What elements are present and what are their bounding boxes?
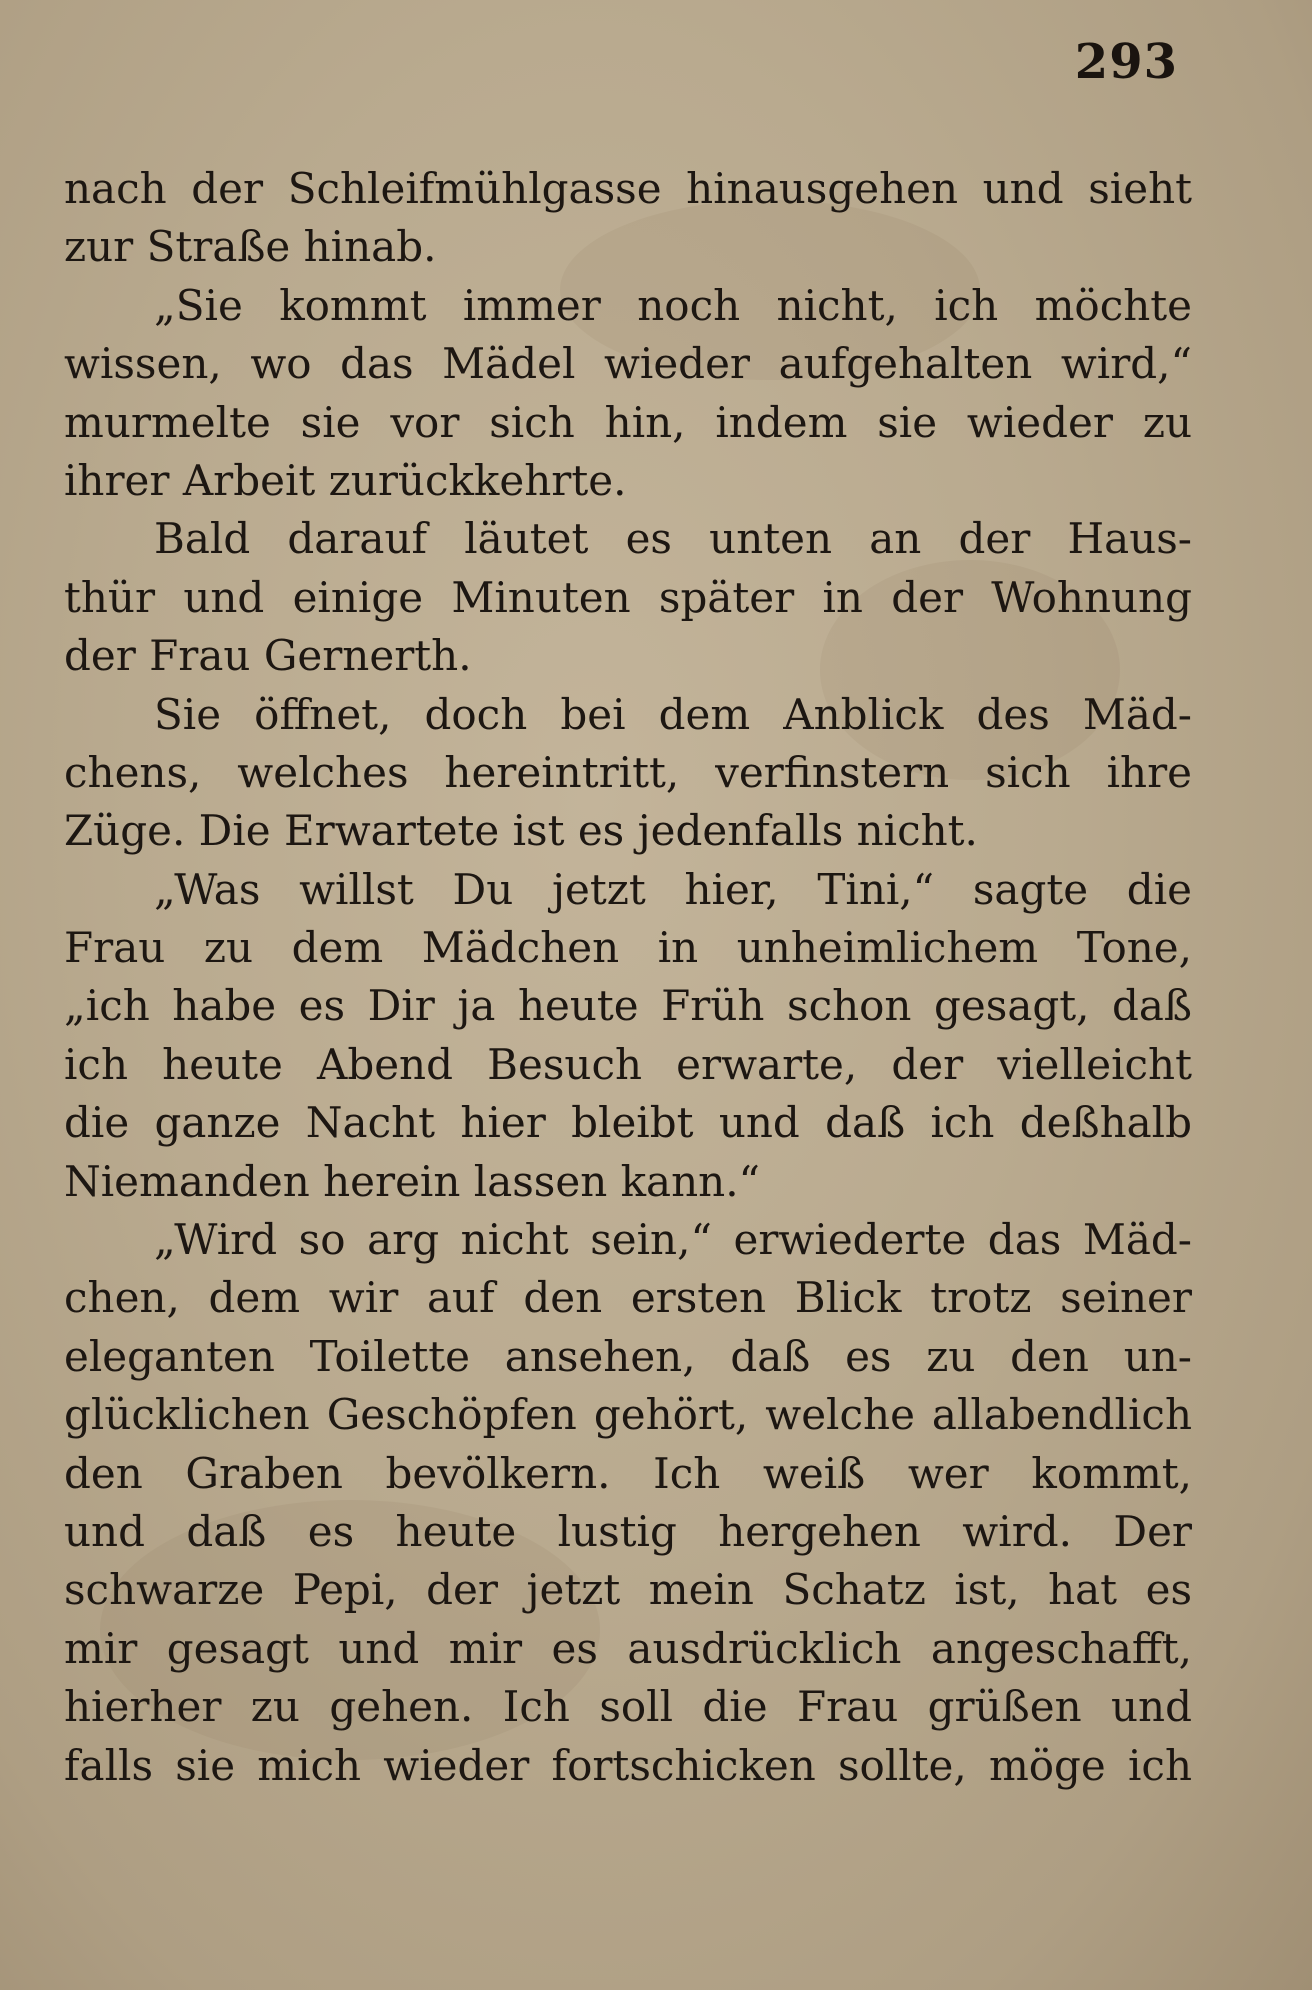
- text-line: und daß es heute lustig hergehen wird. Der: [64, 1506, 1192, 1556]
- text-line: Bald darauf läutet es unten an der Haus-: [154, 514, 1192, 564]
- text-line: eleganten Toilette ansehen, daß es zu den un-: [64, 1331, 1192, 1381]
- text-line: Niemanden herein lassen kann.“: [64, 1156, 761, 1206]
- text-line: murmelte sie vor sich hin, indem sie wieder zu: [64, 397, 1192, 447]
- text-line: nach der Schleifmühlgasse hinausgehen und sieht: [64, 164, 1192, 213]
- text-line: Sie öffnet, doch bei dem Anblick des Mäd-: [154, 689, 1192, 739]
- text-line: die ganze Nacht hier bleibt und daß ich deßhalb: [64, 1098, 1192, 1148]
- text-line: chens, welches hereintritt, verfinstern sich ihre: [64, 747, 1192, 797]
- text-line: den Graben bevölkern. Ich weiß wer kommt,: [64, 1448, 1192, 1498]
- text-line: mir gesagt und mir es ausdrücklich angeschafft,: [64, 1623, 1192, 1673]
- text-line: „Wird so arg nicht sein,“ erwiederte das Mäd-: [154, 1215, 1192, 1265]
- text-line: ihrer Arbeit zurückkehrte.: [64, 455, 627, 505]
- text-line: hierher zu gehen. Ich soll die Frau grüßen und: [64, 1682, 1192, 1732]
- text-line: falls sie mich wieder fortschicken sollte, möge ich: [64, 1740, 1192, 1790]
- text-line: thür und einige Minuten später in der Wohnung: [64, 572, 1192, 622]
- text-line: wissen, wo das Mädel wieder aufgehalten wird,“: [64, 339, 1192, 389]
- text-line: schwarze Pepi, der jetzt mein Schatz ist, hat es: [64, 1565, 1192, 1615]
- text-line: „ich habe es Dir ja heute Früh schon gesagt, daß: [64, 981, 1192, 1031]
- text-line: ich heute Abend Besuch erwarte, der vielleicht: [64, 1039, 1192, 1089]
- text-line: Züge. Die Erwartete ist es jedenfalls nicht.: [64, 806, 978, 856]
- text-line: „Was willst Du jetzt hier, Tini,“ sagte die: [154, 864, 1192, 914]
- page-number: 293: [1074, 34, 1178, 90]
- text-line: zur Straße hinab.: [64, 222, 437, 272]
- text-line: „Sie kommt immer noch nicht, ich möchte: [154, 280, 1192, 330]
- text-line: glücklichen Geschöpfen gehört, welche allabendlich: [64, 1390, 1192, 1440]
- text-line: der Frau Gernerth.: [64, 631, 472, 681]
- body-text: [64, 160, 1192, 1795]
- text-line: chen, dem wir auf den ersten Blick trotz seiner: [64, 1273, 1192, 1323]
- text-line: Frau zu dem Mädchen in unheimlichem Tone,: [64, 923, 1192, 973]
